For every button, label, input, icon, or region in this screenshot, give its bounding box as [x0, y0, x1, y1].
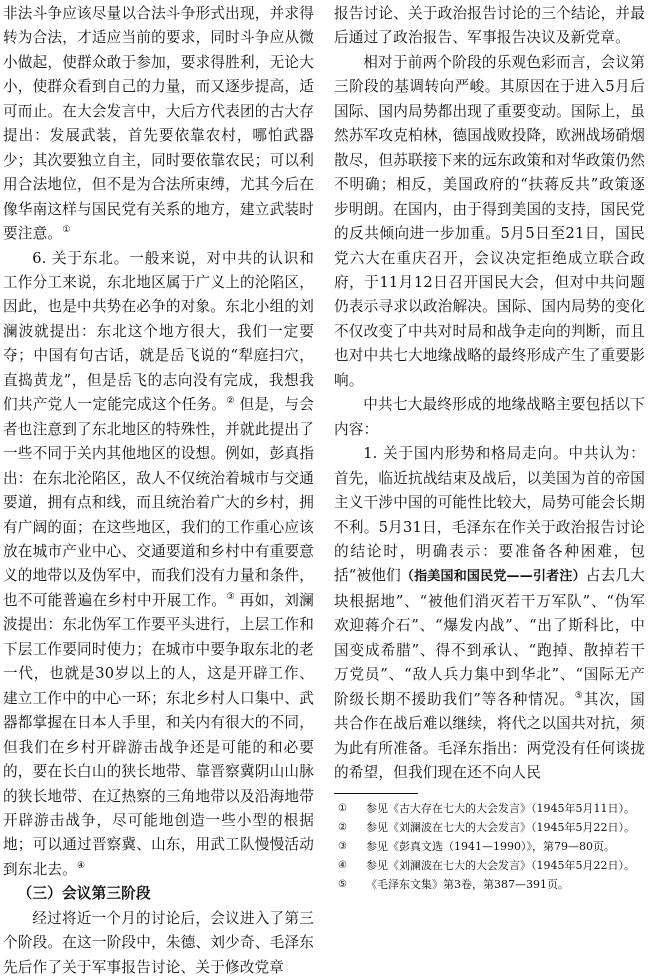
footnote-number: ③ — [338, 841, 347, 852]
footnote-ref[interactable]: ④ — [76, 861, 86, 871]
footnote-ref[interactable]: ③ — [226, 592, 235, 603]
footnote — [334, 819, 645, 836]
footnote — [334, 876, 645, 893]
footnote-ref[interactable]: ① — [62, 225, 71, 236]
footnote-ref[interactable]: ② — [226, 396, 235, 407]
footnote — [334, 800, 645, 817]
paragraph: 相对于前两个阶段的乐观色彩而言，会议第三阶段的基调转向严峻。其原因在于进入5月后国际、国内局势都出现了重要变动。国际上，虽然苏军攻克柏林，德国战败投降，欧洲战场硝烟散尽，但苏联接下来的远东政策和对华政策仍然不明确；相反，美国政府的“扶蒋反共”政策逐步明朗。在国内，由于得到美国的支持，国民党的反共倾向进一步加重。5月5日至21日，国民党六大在重庆召开，会议决定拒绝成立联合政府，于11月12日召开国民大会，但对中共问题仍表示寻求以政治解决。国际、国内局势的变化不仅改变了中共对时局和战争走向的判断，而且也对中共七大地缘战略的最终形成产生了重要影响。 — [334, 53, 645, 389]
paragraph-text: 再如，刘澜波提出：东北伪军工作要平头进行，上层工作和下层工作要同时使力；在城市中要争取东北的老一代，也就是30岁以上的人，这是开辟工作、建立工作中的中心一环；东北乡村人口集中、武器都掌握在日本人手里，和关内有很大的不同，但我们在乡村开辟游击战争还是可能的和必要的，要在长白山的狭长地带、靠晋察冀阴山山脉的狭长地带、在辽热察的三角地带以及沿海地带开辟游击战争，尽可能地创造一些小型的根据地；可以通过晋察冀、山东，用武工队慢慢活动到东北去。 — [3, 591, 314, 878]
section-heading: （三）会议第三阶段 — [17, 885, 151, 903]
paragraph-text: 其次，国共合作在战后难以继续，将代之以国共对抗，须为此有所准备。毛泽东指出：两党没有任何谈拢的希望，但我们现在还不向人民 — [334, 690, 645, 782]
footnote-text: 参见《彭真文选（1941—1990）》，第79—80页。 — [366, 840, 615, 853]
footnote-text: 《毛泽东文集》第3卷，第387—391页。 — [366, 878, 569, 891]
left-column — [3, 2, 314, 980]
footnote-divider — [334, 793, 418, 794]
footnote — [334, 857, 645, 874]
paragraph-text: 1. 关于国内形势和格局走向。中共认为：首先，临近抗战结束及战后，以美国为首的帝国主义干涉中国的可能性比较大，局势可能会长期不利。5月31日，毛泽东在作关于政治报告讨论的结论时，明确表示：要准备各种困难，包括“被他们 — [334, 445, 645, 585]
paragraph — [3, 2, 314, 247]
paragraph-text: 占去几大块根据地”、“被他们消灭若干万军队”、“伪军欢迎蒋介石”、“爆发内战”、“出了斯科比，中国变成希腊”、得不到承认、“跑掉、散掉若干万党员”、“敌人兵力集中到华北”、“国际无产阶级长期不援助我们”等各种情况。 — [334, 567, 645, 708]
paragraph: 经过将近一个月的讨论后，会议进入了第三个阶段。在这一阶段中，朱德、刘少奇、毛泽东先后作了关于军事报告讨论、关于修改党章 — [3, 909, 314, 976]
footnote-text: 参见《刘澜波在七大的大会发言》（1945年5月22日）。 — [366, 821, 635, 834]
section-6-northeast — [3, 247, 314, 883]
paragraph: 报告讨论、关于政治报告讨论的三个结论，并最后通过了政治报告、军事报告决议及新党章。 — [334, 5, 645, 47]
footnotes — [334, 800, 645, 895]
footnote — [334, 838, 645, 855]
paragraph-text: 6. 关于东北。一般来说，对中共的认识和工作分工来说，东北地区属于广义上的沦陷区，因此，也是中共势在必争的对象。东北小组的刘澜波就提出：东北这个地方很大，我们一定要夺；中国有句古话，就是岳飞说的“犁庭扫穴，直捣黄龙”，但是岳飞的志向没有完成，我想我们共产党人一定能完成这个任务。 — [3, 249, 314, 414]
section-1-domestic — [334, 442, 645, 785]
footnote-text: 参见《古大存在七大的大会发言》（1945年5月11日）。 — [366, 802, 635, 815]
footnote-number: ⑤ — [338, 879, 347, 890]
paragraph: 中共七大最终形成的地缘战略主要包括以下内容： — [334, 396, 645, 438]
footnote-number: ② — [338, 822, 347, 833]
footnote-number: ④ — [338, 860, 347, 871]
footnote-ref[interactable]: ⑤ — [574, 690, 584, 701]
paragraph-text: 非法斗争应该尽量以合法斗争形式出现，并求得转为合法，才适应当前的要求，同时斗争应从微小做起，使群众敢于参加，要求得胜利，无论大小，使群众看到自己的力量，而又逐步提高，适可而止。在大会发言中，大后方代表团的古大存提出：发展武装，首先要依靠农村，哪怕武器少；其次要独立自主，同时要依靠农民；可以利用合法地位，但不是为合法所束缚，尤其今后在像华南这样与国民党有关系的地方，建立武装时要注意。 — [3, 5, 314, 243]
footnote-number: ① — [338, 803, 347, 814]
inserted-note: （指美国和国民党——引者注） — [400, 569, 586, 585]
paragraph-text: 但是，与会者也注意到了东北地区的特殊性，并就此提出了一些不同于关内其他地区的设想。例如，彭真指出：在东北沦陷区，敌人不仅统治着城市与交通要道，拥有点和线，而且统治着广大的乡村，拥有广阔的面；在这些地区，我们的工作重心应该放在城市产业中心、交通要道和乡村中有重要意义的地带以及伪军中，而我们没有力量和条件，也不可能普遍在乡村中开展工作。 — [3, 396, 314, 609]
right-column — [334, 2, 645, 786]
footnote-text: 参见《刘澜波在七大的大会发言》（1945年5月22日）。 — [366, 859, 635, 872]
